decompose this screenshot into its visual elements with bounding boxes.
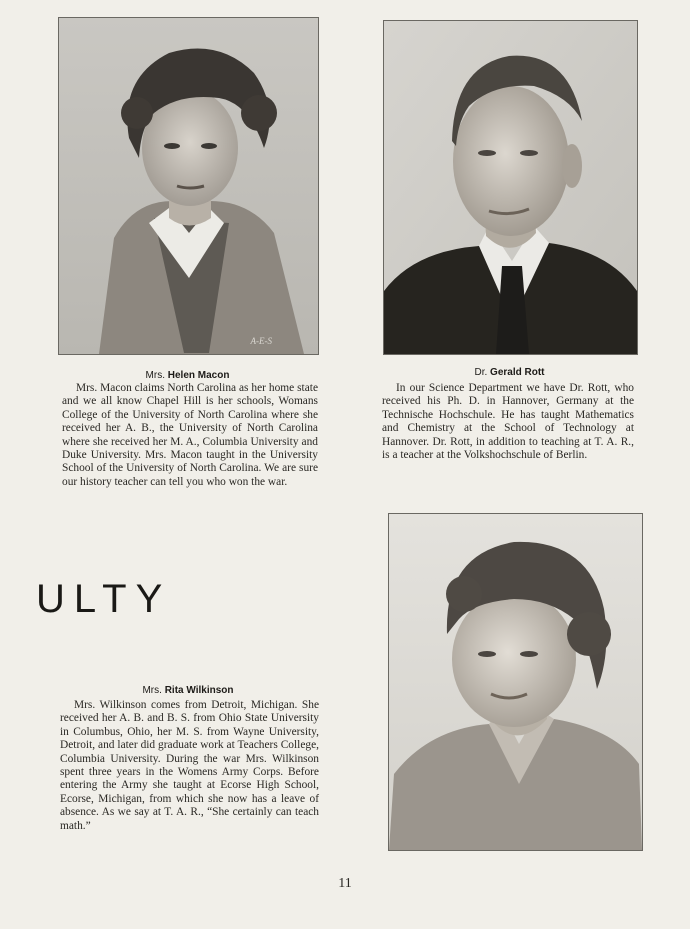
portrait-gerald-rott-image (384, 21, 637, 354)
faculty-full-name: Gerald Rott (490, 367, 545, 378)
faculty-full-name: Rita Wilkinson (164, 685, 234, 696)
faculty-bio-rita-wilkinson: Mrs. Wilkinson comes from Detroit, Michigan. She received her A. B. and B. S. from Ohio State University in Columbus, Ohio, her M. S. from Wayne University, Detroit, and later did graduate work at Teachers College, Columbia University. During the war Mrs. Wilkinson spent three years in the Womens Army Corps. Before entering the Army she taught at Ecorse High School, Ecorse, Michigan, from which she now has a leave of absence. As we say at T. A. R., “She certainly can teach math.” (60, 699, 319, 832)
faculty-name-gerald-rott (383, 367, 636, 378)
faculty-full-name: Helen Macon (167, 370, 230, 381)
portrait-rita-wilkinson-image (389, 514, 642, 850)
portrait-gerald-rott (383, 20, 638, 355)
portrait-rita-wilkinson (388, 513, 643, 851)
faculty-bio-helen-macon: Mrs. Macon claims North Carolina as her home state and we all know Chapel Hill is her schools, Womans College of the University of North Carolina where she received her A. B., the University of North Carolina where she received her M. A., Columbia University and Duke University. Mrs. Macon taught in the University School of the University of North Carolina. We are sure our history teacher can tell you who won the war. (62, 382, 318, 488)
faculty-name-rita-wilkinson (58, 685, 318, 696)
portrait-helen-macon-image (59, 18, 318, 354)
portrait-helen-macon (58, 17, 319, 355)
section-heading: ULTY (36, 577, 172, 621)
faculty-title: Mrs. (142, 685, 162, 696)
page-number: 11 (338, 876, 352, 891)
faculty-name-helen-macon (58, 370, 317, 381)
faculty-title: Mrs. (145, 370, 165, 381)
faculty-title: Dr. (474, 367, 488, 378)
photo-stamp: A-E-S (250, 336, 272, 346)
faculty-bio-gerald-rott: In our Science Department we have Dr. Rott, who received his Ph. D. in Hannover, Germany at the Technische Hochschule. He has taught Mathematics and Chemistry at the School of Technology at Hannover. Dr. Rott, in addition to teaching at T. A. R., is a teacher at the Volkshochschule of Berlin. (382, 382, 634, 462)
